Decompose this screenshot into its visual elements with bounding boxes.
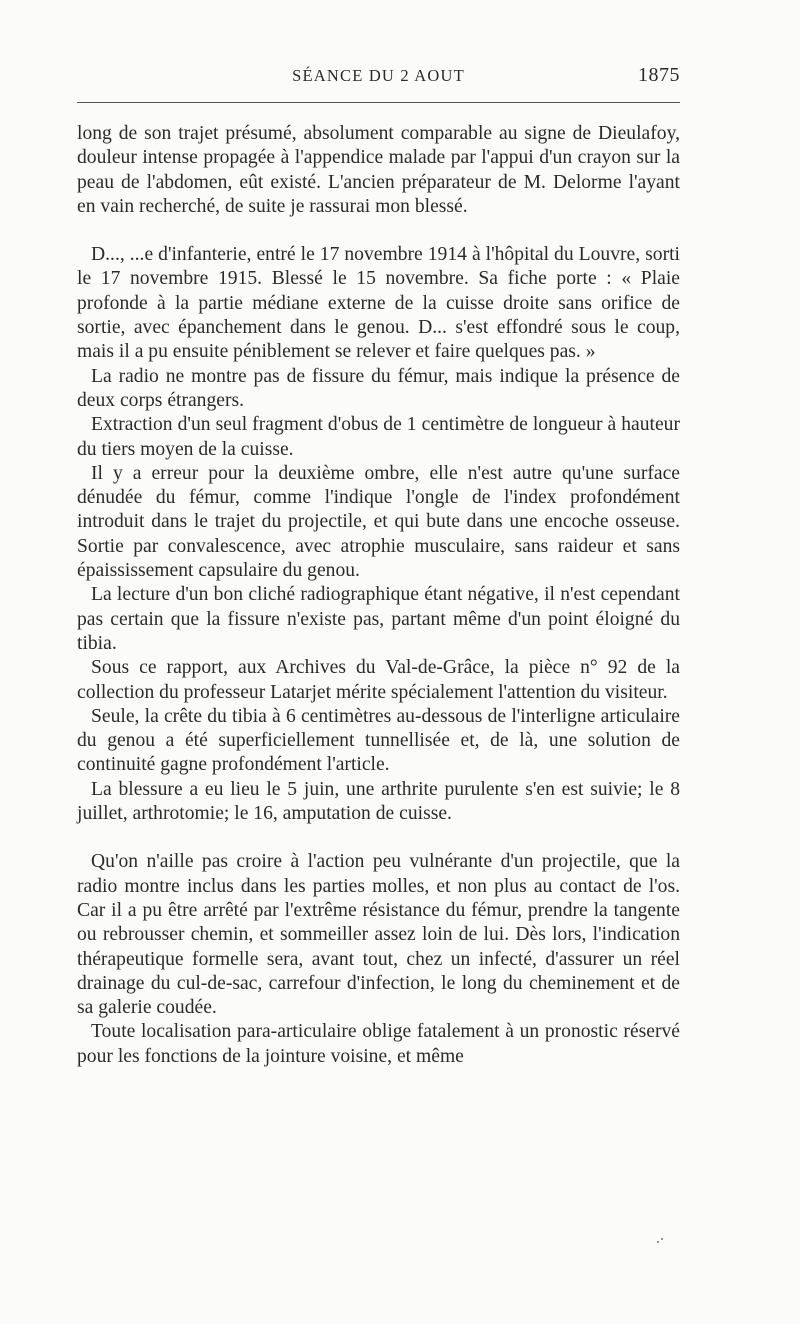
paragraph: long de son trajet présumé, absolument comparable au signe de Dieulafoy, douleur intense propagée à l'appendice malade par l'appui d'un crayon sur la peau de l'abdomen, eût existé. L'ancien préparateur de M. Delorme l'ayant en vain recherché, de suite je rassurai mon blessé. — [77, 123, 680, 217]
paragraph: Sous ce rapport, aux Archives du Val-de-Grâce, la pièce n° 92 de la collection du professeur Latarjet mérite spécialement l'attention du visiteur. — [77, 657, 680, 703]
paragraph: Extraction d'un seul fragment d'obus de 1 centimètre de longueur à hauteur du tiers moyen de la cuisse. — [77, 414, 680, 460]
paragraph: Il y a erreur pour la deuxième ombre, elle n'est autre qu'une surface dénudée du fémur, comme l'indique l'ongle de l'index profondément introduit dans le trajet du projectile, et qui bute dans une encoche osseuse. Sortie par convalescence, avec atrophie musculaire, sans raideur et sans épaississement capsulaire du genou. — [77, 462, 680, 582]
paragraph: Toute localisation para-articulaire oblige fatalement à un pronostic réservé pour les fonctions de la jointure voisine, et même — [77, 1021, 680, 1067]
paragraph: D..., ...e d'infanterie, entré le 17 novembre 1914 à l'hôpital du Louvre, sorti le 17 novembre 1915. Blessé le 15 novembre. Sa fiche porte : « Plaie profonde à la partie médiane externe de la cuisse droite sans orifice de sortie, avec épanchement dans le genou. D... s'est effondré sous le coup, mais il a pu ensuite péniblement se relever et faire quelques pas. » — [77, 244, 680, 363]
running-head — [77, 64, 680, 92]
page-number: 1875 — [638, 64, 680, 86]
paragraph: Qu'on n'aille pas croire à l'action peu vulnérante d'un projectile, que la radio montre inclus dans les parties molles, et non plus au contact de l'os. Car il a pu être arrêté par l'extrême résistance du fémur, prendre la tangente ou rebrousser chemin, et sommeiller assez loin de lui. Dès lors, l'indication thérapeutique formelle sera, avant tout, chez un infecté, d'assurer un réel drainage du cul-de-sac, carrefour d'infection, le long du cheminement et de sa galerie coudée. — [77, 851, 680, 1019]
paragraph: La lecture d'un bon cliché radiographique étant négative, il n'est cependant pas certain que la fissure n'existe pas, partant même d'un point éloigné du tibia. — [77, 584, 680, 654]
running-title: SÉANCE DU 2 AOUT — [292, 66, 465, 85]
paragraph: Seule, la crête du tibia à 6 centimètres au-dessous de l'interligne articulaire du genou a été superficiellement tunnellisée et, de là, une solution de continuité gagne profondément l'article. — [77, 705, 680, 776]
header-rule — [77, 102, 680, 103]
paragraph: La blessure a eu lieu le 5 juin, une arthrite purulente s'en est suivie; le 8 juillet, arthrotomie; le 16, amputation de cuisse. — [77, 778, 680, 825]
body-text — [77, 122, 680, 1069]
paragraph: La radio ne montre pas de fissure du fémur, mais indique la présence de deux corps étrangers. — [77, 365, 680, 411]
print-speck — [657, 1238, 665, 1244]
